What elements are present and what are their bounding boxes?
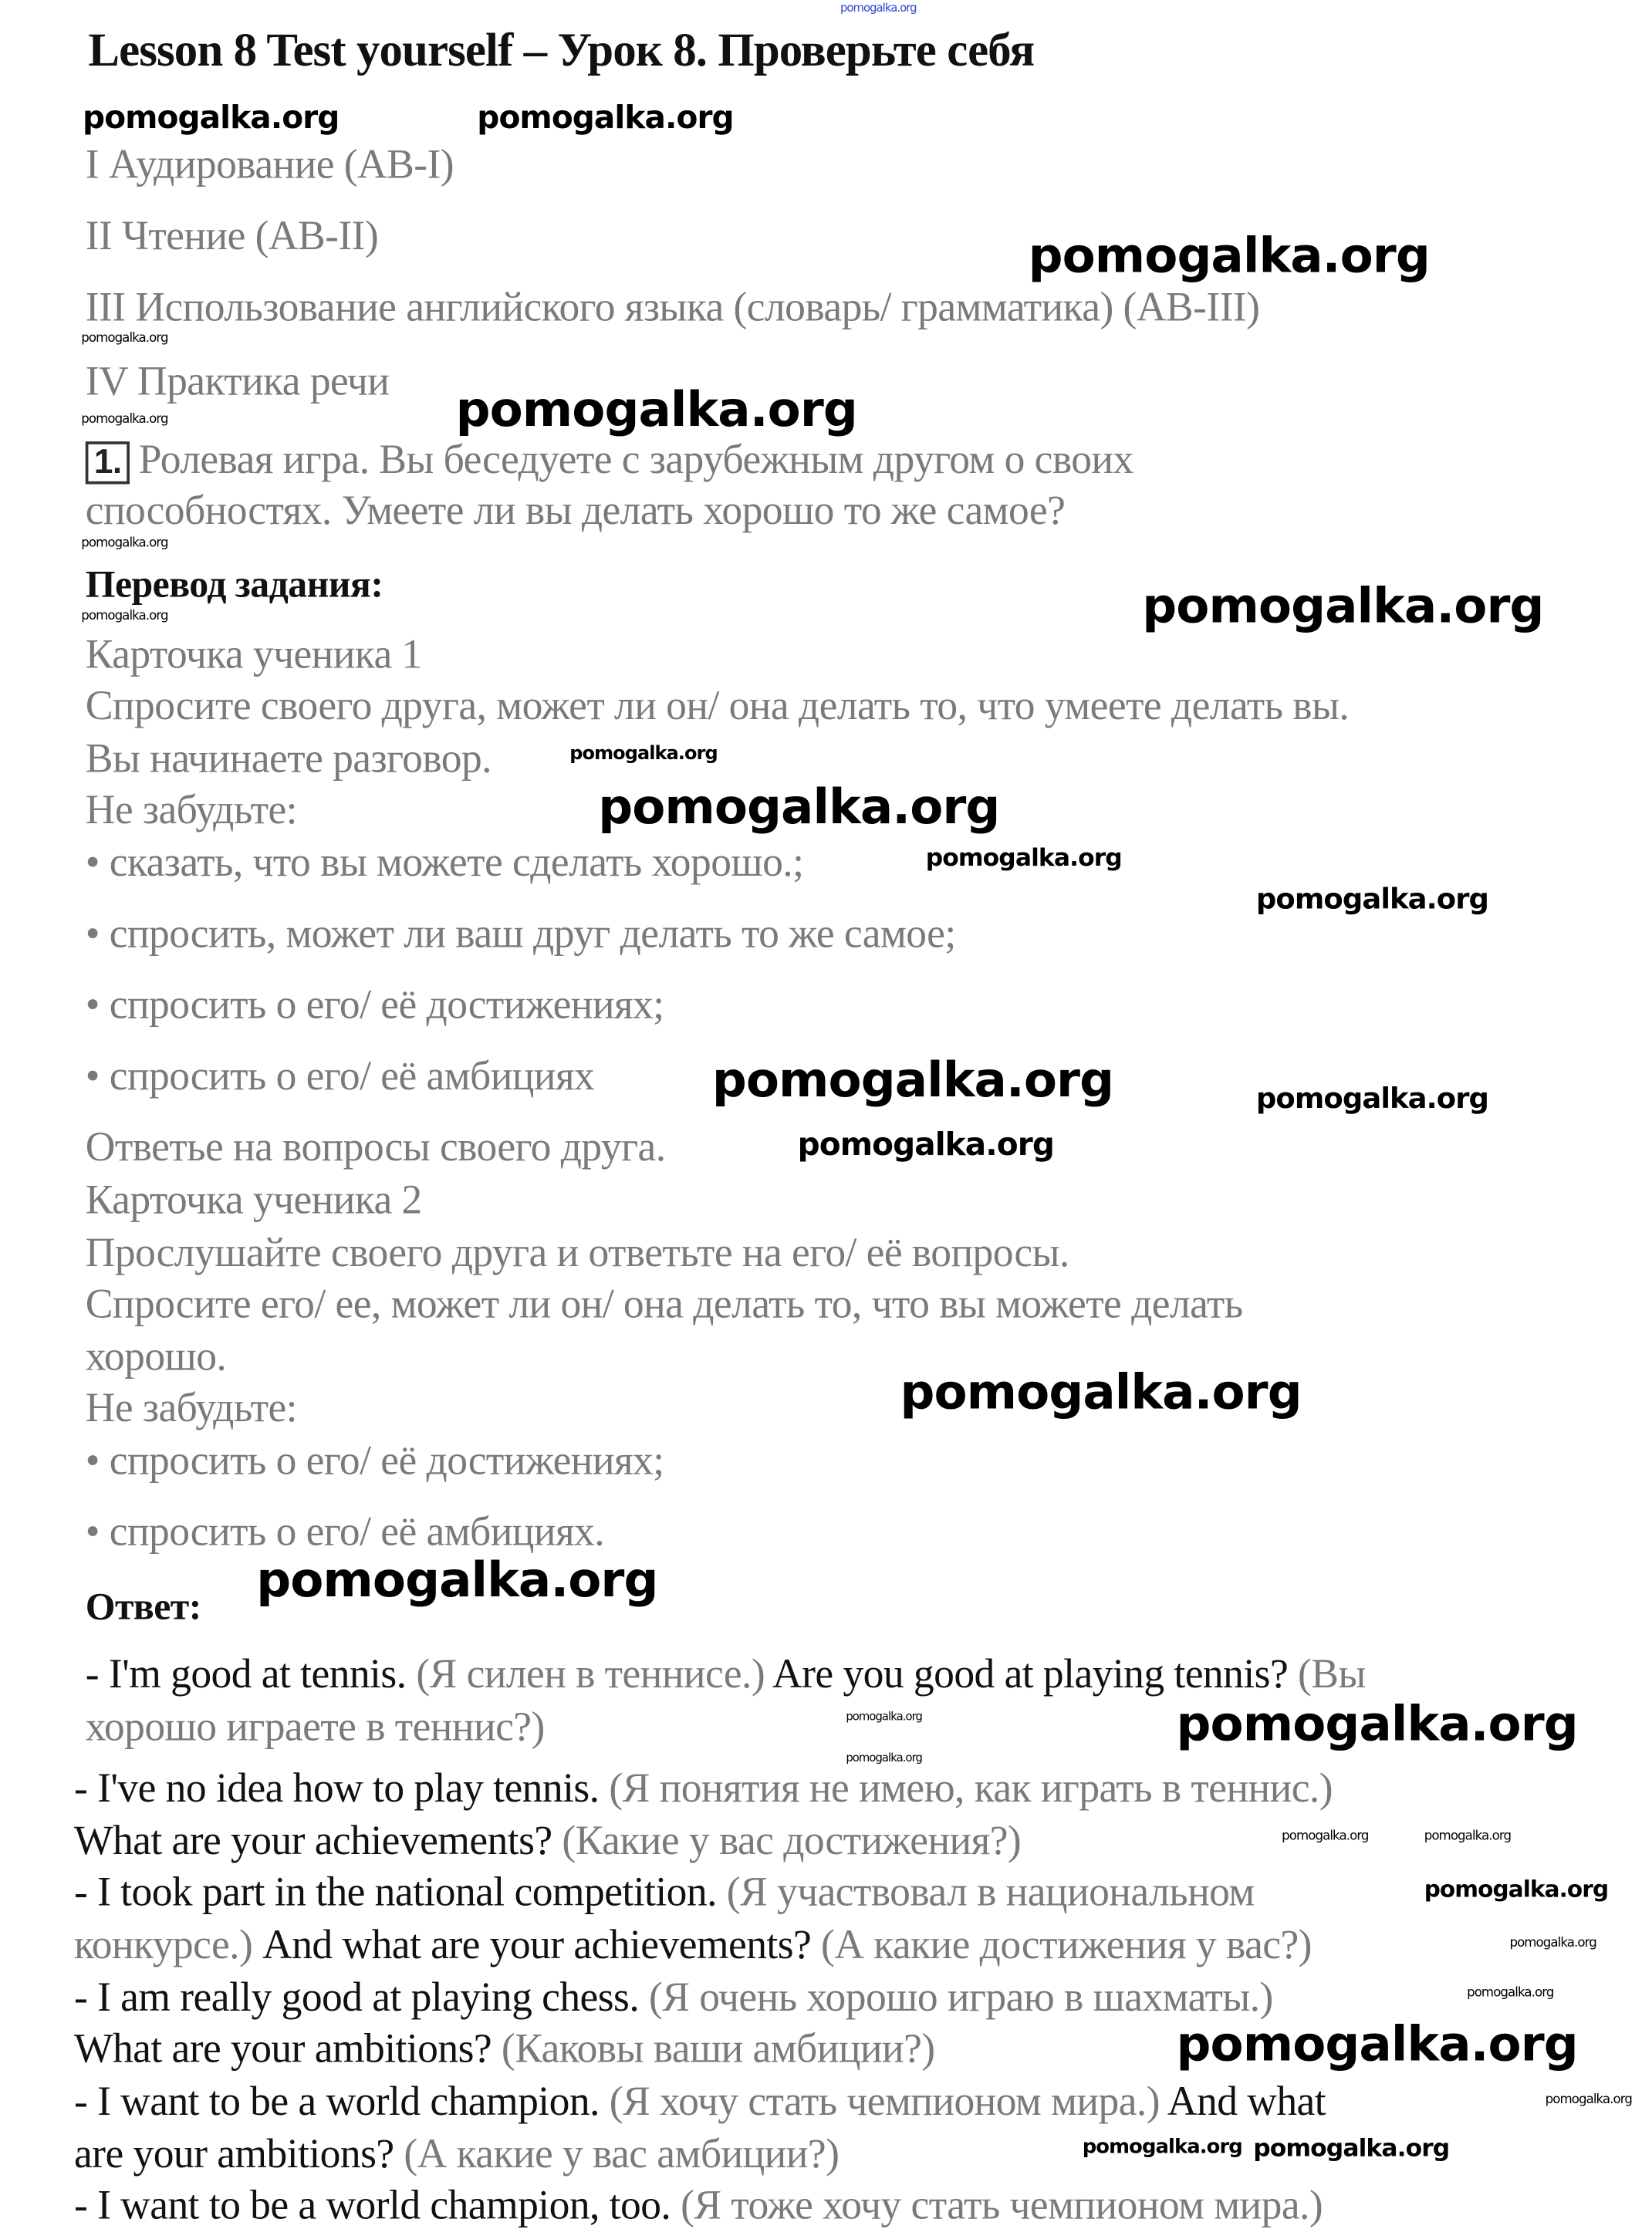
answer-heading: Ответ: — [85, 1585, 201, 1628]
translation-line: • спросить о его/ её амбициях — [85, 1053, 595, 1099]
english-phrase: And what — [1160, 2079, 1326, 2125]
russian-translation: (Я силен в теннисе.) — [416, 1652, 765, 1698]
russian-translation: (Какие у вас достижения?) — [562, 1818, 1022, 1865]
watermark: pomogalka.org — [477, 101, 734, 137]
answer-line — [85, 1704, 545, 1751]
translation-line: Карточка ученика 2 — [85, 1177, 422, 1224]
watermark: pomogalka.org — [1282, 1829, 1369, 1845]
translation-line: хорошо. — [85, 1334, 227, 1380]
task-line-1 — [86, 438, 1133, 484]
translation-line: • спросить о его/ её достижениях; — [85, 1438, 664, 1484]
translation-line: Спросите его/ ее, может ли он/ она делать то, что вы можете делать — [85, 1282, 1243, 1328]
english-phrase: What are your ambitions? — [73, 2026, 502, 2072]
translation-line: Вы начинаете разговор. — [85, 736, 492, 782]
task-number-badge: 1. — [86, 441, 130, 484]
english-phrase: - I'm good at tennis. — [85, 1652, 417, 1698]
watermark: pomogalka.org — [598, 778, 1000, 836]
watermark: pomogalka.org — [1176, 2016, 1578, 2074]
english-phrase: - I took part in the national competition. — [73, 1869, 727, 1916]
russian-translation: (Я участвовал в национальном — [726, 1869, 1255, 1916]
section-speaking: IV Практика речи — [85, 359, 390, 405]
russian-translation: (Я хочу стать чемпионом мира.) — [609, 2079, 1160, 2125]
english-phrase: are your ambitions? — [73, 2132, 404, 2178]
page-title: Lesson 8 Test yourself – Урок 8. Проверьте себя — [88, 25, 1035, 77]
watermark: pomogalka.org — [81, 332, 168, 346]
answer-line — [73, 1765, 1333, 1812]
russian-translation: (Каковы ваши амбиции?) — [501, 2026, 935, 2072]
watermark: pomogalka.org — [81, 413, 168, 427]
translation-line: Не забудьте: — [85, 787, 298, 833]
watermark: pomogalka.org — [1082, 2136, 1242, 2160]
watermark: pomogalka.org — [83, 101, 340, 137]
answer-line — [86, 1653, 1366, 1696]
russian-translation: хорошо играете в теннис?) — [85, 1704, 545, 1751]
watermark: pomogalka.org — [81, 609, 168, 624]
watermark: pomogalka.org — [711, 1052, 1114, 1109]
translation-line: Не забудьте: — [85, 1385, 298, 1431]
watermark: pomogalka.org — [846, 1751, 922, 1765]
watermark: pomogalka.org — [1509, 1937, 1596, 1951]
answer-line — [74, 2081, 1326, 2123]
watermark: pomogalka.org — [797, 1127, 1054, 1163]
watermark: pomogalka.org — [1545, 2093, 1633, 2108]
watermark: pomogalka.org — [1467, 1986, 1554, 2001]
translation-line: • сказать, что вы можете сделать хорошо.; — [85, 839, 804, 887]
task-text: Ролевая игра. Вы беседуете с зарубежным другом о своих — [138, 437, 1133, 483]
translation-line: • спросить о его/ её достижениях; — [85, 982, 664, 1028]
watermark: pomogalka.org — [1424, 1875, 1609, 1903]
english-phrase: Are you good at playing tennis? — [765, 1652, 1298, 1698]
watermark: pomogalka.org — [1424, 1829, 1512, 1845]
russian-translation: конкурсе.) — [73, 1922, 253, 1968]
english-phrase: - I want to be a world champion. — [73, 2079, 610, 2125]
watermark: pomogalka.org — [1028, 228, 1430, 285]
translation-line: Карточка ученика 1 — [85, 632, 422, 678]
watermark: pomogalka.org — [1255, 1080, 1488, 1116]
answer-line — [74, 1924, 1312, 1967]
watermark: pomogalka.org — [1253, 2134, 1450, 2163]
watermark: pomogalka.org — [846, 1710, 922, 1724]
watermark: pomogalka.org — [1255, 881, 1488, 916]
english-phrase: - I want to be a world champion, too. — [73, 2183, 681, 2229]
watermark: pomogalka.org — [256, 1552, 658, 1609]
watermark: pomogalka.org — [455, 381, 857, 439]
section-reading: II Чтение (AB-II) — [85, 213, 379, 259]
translation-line: Ответье на вопросы своего друга. — [85, 1125, 666, 1171]
english-phrase: - I am really good at playing chess. — [73, 1974, 649, 2021]
russian-translation: (А какие у вас амбиции?) — [404, 2132, 840, 2178]
watermark: pomogalka.org — [925, 844, 1122, 873]
section-use-of-english: III Использование английского языка (словарь/ грамматика) (AB-III) — [85, 285, 1260, 331]
answer-line — [74, 2028, 935, 2070]
russian-translation: (Вы — [1297, 1652, 1366, 1698]
watermark: pomogalka.org — [81, 536, 168, 552]
english-phrase: And what are your achievements? — [252, 1922, 822, 1968]
translation-line: • спросить, может ли ваш друг делать то же самое; — [85, 911, 956, 957]
answer-line — [74, 2184, 1323, 2227]
russian-translation: (Я понятия не имею, как играть в теннис.) — [609, 1765, 1333, 1812]
russian-translation: (Я тоже хочу стать чемпионом мира.) — [681, 2183, 1323, 2229]
translation-heading: Перевод задания: — [85, 562, 383, 606]
english-phrase: What are your achievements? — [73, 1818, 562, 1865]
translation-line: Прослушайте своего друга и ответьте на его/ её вопросы. — [85, 1230, 1069, 1276]
translation-line: • спросить о его/ её амбициях. — [85, 1509, 605, 1555]
answer-line — [74, 2133, 839, 2176]
answer-line — [73, 1974, 1273, 2021]
section-listening: I Аудирование (AB-I) — [85, 142, 454, 188]
task-line-2: способностях. Умеете ли вы делать хорошо то же самое? — [85, 488, 1066, 535]
watermark: pomogalka.org — [840, 1, 917, 15]
translation-line: Спросите своего друга, может ли он/ она делать то, что умеете делать вы. — [85, 683, 1350, 729]
watermark: pomogalka.org — [1142, 578, 1544, 636]
answer-line — [73, 1869, 1255, 1916]
watermark: pomogalka.org — [569, 743, 718, 765]
russian-translation: (А какие достижения у вас?) — [821, 1922, 1312, 1968]
answer-line — [74, 1820, 1021, 1863]
russian-translation: (Я очень хорошо играю в шахматы.) — [648, 1974, 1273, 2021]
watermark: pomogalka.org — [900, 1364, 1302, 1422]
english-phrase: - I've no idea how to play tennis. — [73, 1765, 610, 1812]
watermark: pomogalka.org — [1176, 1696, 1578, 1754]
